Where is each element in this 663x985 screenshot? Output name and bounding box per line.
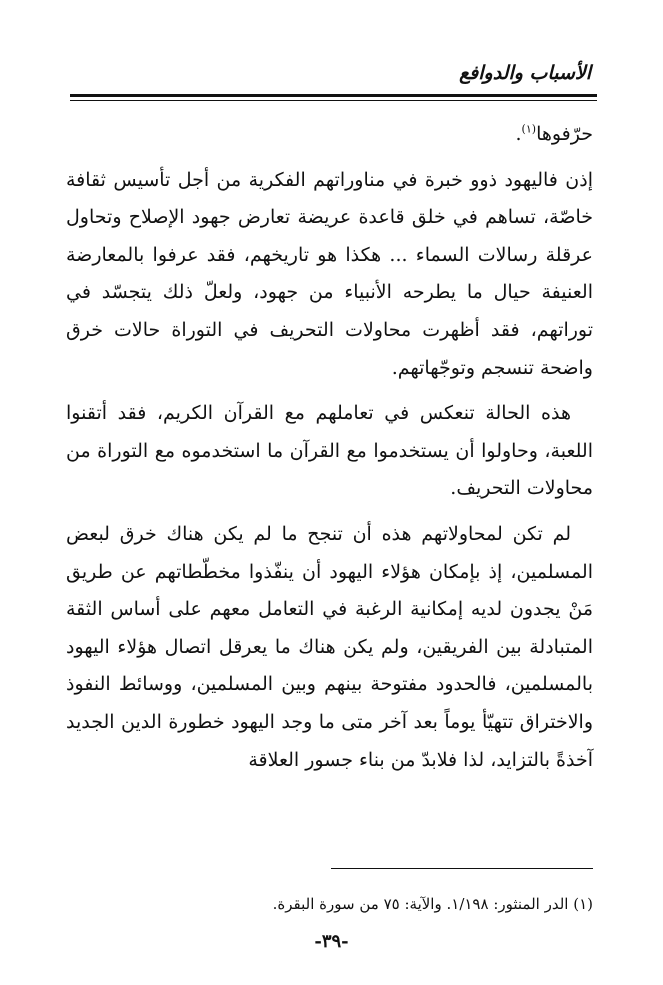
paragraph-2: إذن فاليهود ذوو خبرة في مناوراتهم الفكرية من أجل تأسيس ثقافة خاصّة، تساهم في خلق قاعدة عريضة تعارض جهود الإصلاح وتحاول عرقلة رسالات السماء ... هكذا هو تاريخهم، فقد عرفوا بالمعارضة العنيفة حيال ما يطرحه الأنبياء من جهود، ولعلّ ذلك يتجسّد في توراتهم، فقد أظهرت محاولات التحريف في التوراة حالات خرق واضحة تنسجم وتوجّهاتهم. <box>66 168 593 379</box>
paragraph-3: هذه الحالة تنعكس في تعاملهم مع القرآن الكريم، فقد أتقنوا اللعبة، وحاولوا أن يستخدموا مع القرآن ما استخدموه مع التوراة من محاولات التحريف. <box>66 402 593 500</box>
paragraph-4: لم تكن لمحاولاتهم هذه أن تنجح ما لم يكن هناك خرق لبعض المسلمين، إذ بإمكان هؤلاء اليهود أن ينفّذوا مخطّطاتهم عن طريق مَنْ يجدون لديه إمكانية الرغبة في التعامل معهم على أساس الثقة المتبادلة بين الفريقين، ولم يكن هناك ما يعرقل اتصال هؤلاء اليهود بالمسلمين، فالحدود مفتوحة بينهم وبين المسلمين، ووسائط النفوذ والاختراق تتهيّأ يوماً بعد آخر متى ما وجد اليهود خطورة الدين الجديد آخذةً بالتزايد، لذا فلابدّ من بناء جسور العلاقة <box>66 522 593 771</box>
body-text <box>66 116 593 779</box>
paragraph-1-text: حرّفوها <box>536 123 593 145</box>
paragraph-1 <box>66 116 593 154</box>
page-number: -٣٩- <box>314 931 349 952</box>
footnote-reference: (١) <box>521 122 537 136</box>
running-header-title: الأسباب والدوافع <box>459 62 591 84</box>
header-rule-thick <box>70 94 597 97</box>
header-rule-thin <box>70 100 597 101</box>
footnote-rule <box>331 868 593 869</box>
paragraph-1-tail: . <box>515 123 522 145</box>
footnote: (١) الدر المنثور: ١/١٩٨. والآية: ٧٥ من سورة البقرة. <box>272 895 593 913</box>
